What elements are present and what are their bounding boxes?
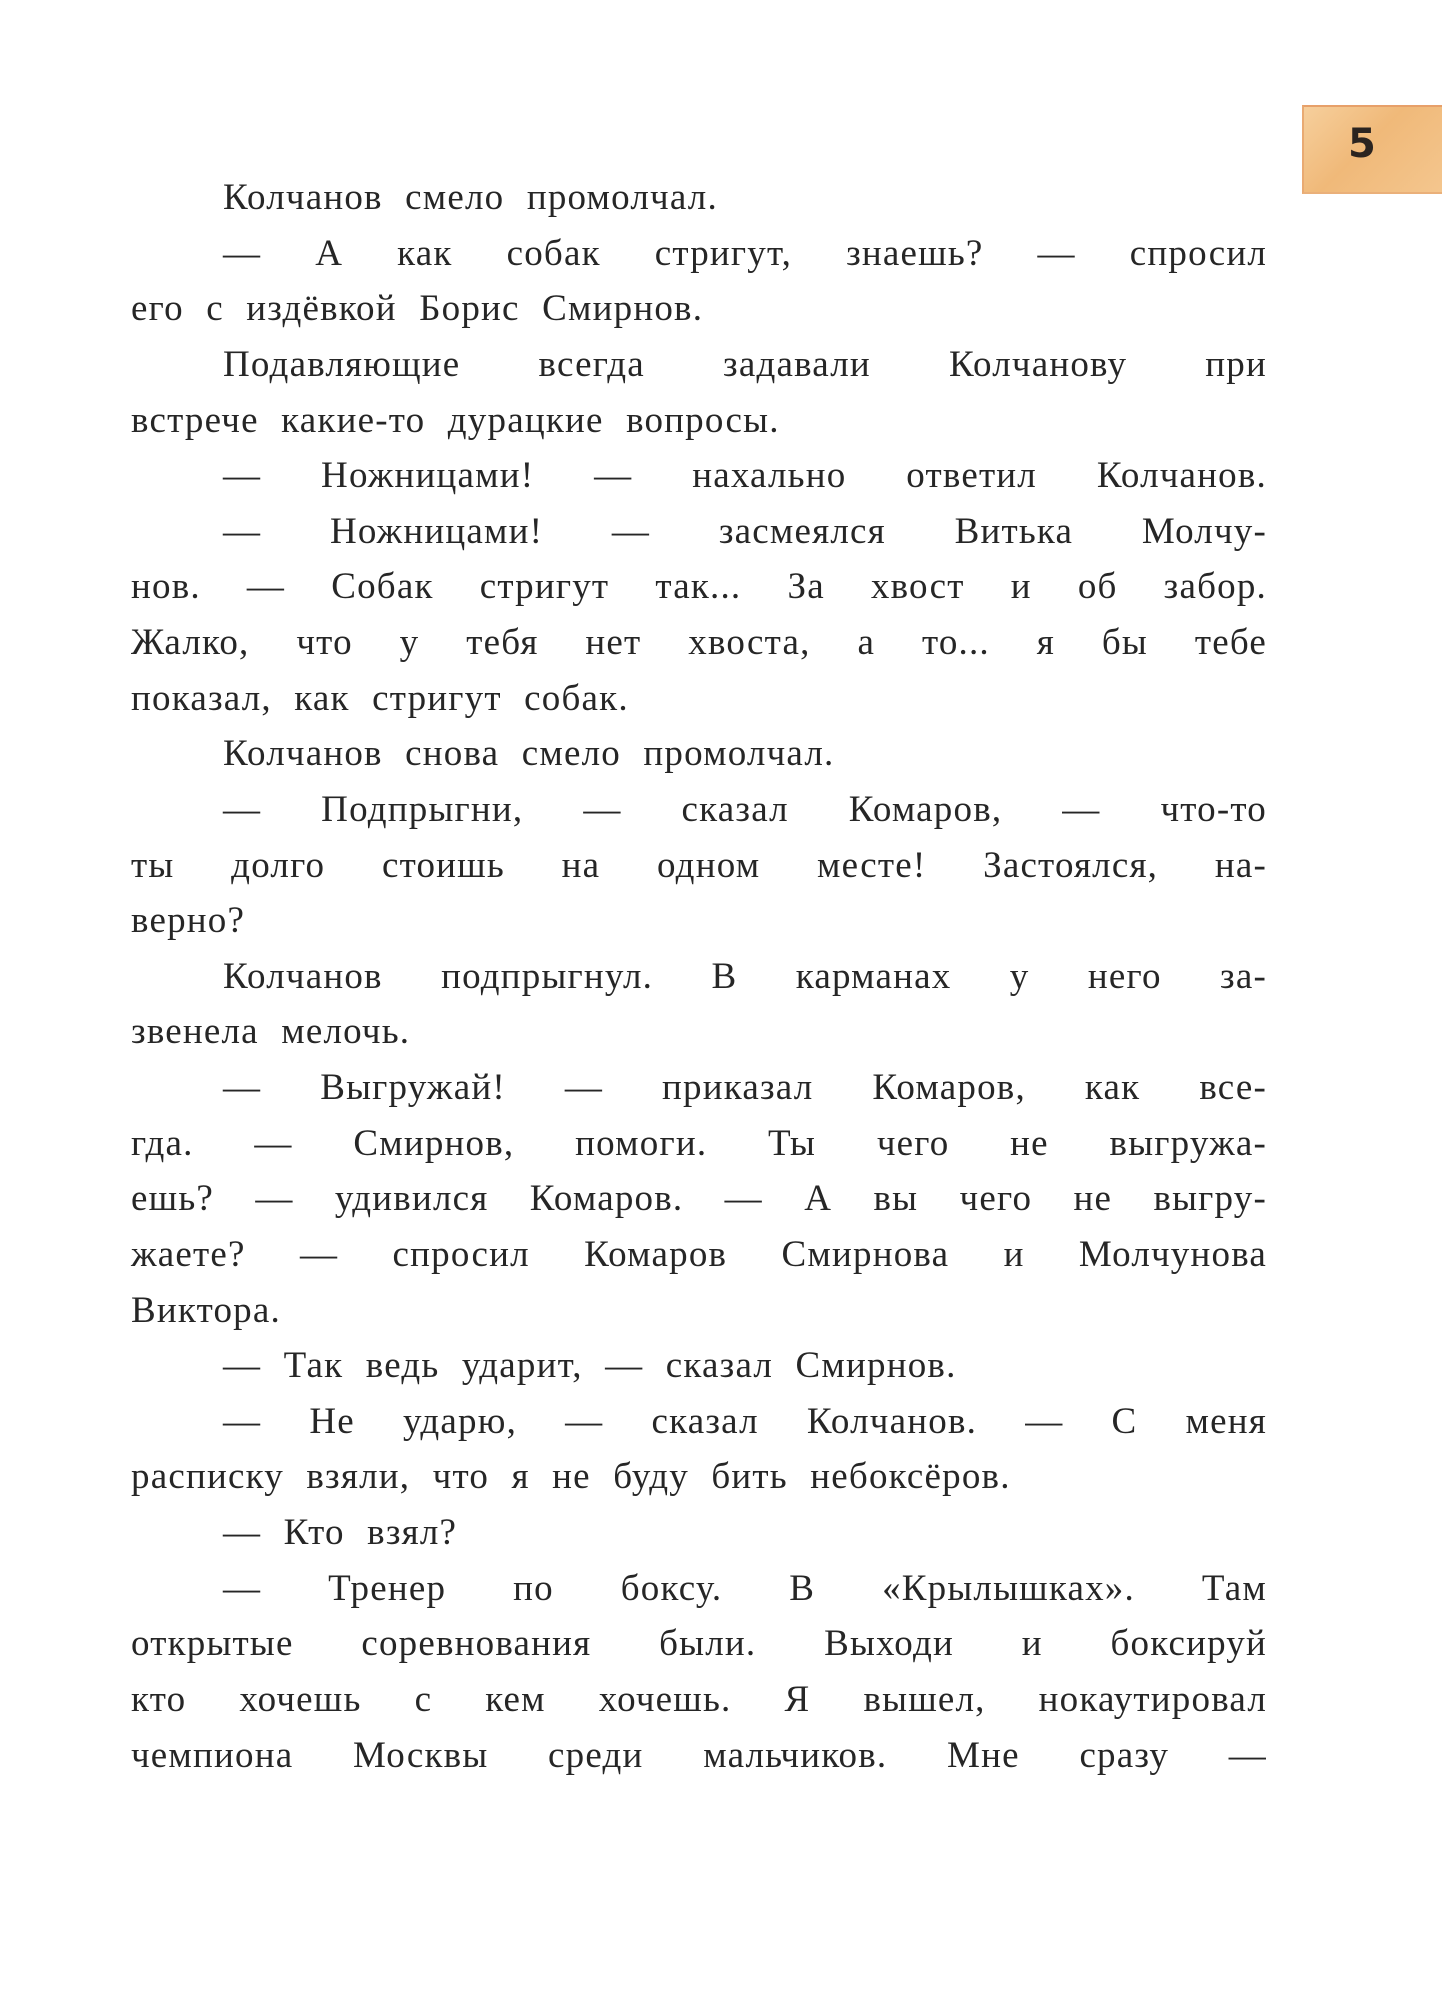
- text-line: — Выгружай! — приказал Комаров, как все-: [223, 1067, 1267, 1108]
- text-line: — Ножницами! — нахально ответил Колчанов.: [223, 455, 1267, 497]
- text-line: ешь? — удивился Комаров. — А вы чего не выгру-: [131, 1178, 1267, 1220]
- text-line: нов. — Собак стригут так... За хвост и об забор.: [131, 566, 1267, 608]
- text-line: — Ножницами! — засмеялся Витька Молчу-: [223, 510, 1267, 552]
- text-line: Жалко, что у тебя нет хвоста, а то... я бы тебе: [131, 622, 1267, 663]
- text-line: Подавляющие всегда задавали Колчанову при: [223, 343, 1267, 385]
- text-line: — Не ударю, — сказал Колчанов. — С меня: [223, 1400, 1267, 1442]
- book-text: [131, 170, 1267, 1783]
- page-number: 5: [1348, 121, 1376, 167]
- text-line: — Кто взял?: [223, 1512, 458, 1553]
- text-line: чемпиона Москвы среди мальчиков. Мне сразу —: [131, 1734, 1267, 1776]
- text-line: — Так ведь ударит, — сказал Смирнов.: [223, 1345, 957, 1387]
- text-line: Виктора.: [131, 1289, 281, 1331]
- text-line: ты долго стоишь на одном месте! Застоялся, на-: [131, 844, 1267, 886]
- text-line: — Подпрыгни, — сказал Комаров, — что-то: [223, 788, 1267, 830]
- text-line: Колчанов снова смело промолчал.: [223, 733, 835, 775]
- text-line: кто хочешь с кем хочешь. Я вышел, нокаутировал: [131, 1678, 1267, 1720]
- text-line: встрече какие-то дурацкие вопросы.: [131, 399, 780, 441]
- text-line: Колчанов смело промолчал.: [223, 177, 718, 218]
- text-line: жаете? — спросил Комаров Смирнова и Молчунова: [131, 1233, 1267, 1275]
- text-line: расписку взяли, что я не буду бить небоксёров.: [131, 1456, 1011, 1498]
- text-line: — А как собак стригут, знаешь? — спросил: [223, 232, 1267, 274]
- text-line: Колчанов подпрыгнул. В карманах у него за-: [223, 955, 1267, 997]
- text-line: — Тренер по боксу. В «Крылышках». Там: [223, 1567, 1267, 1609]
- text-line: его с издёвкой Борис Смирнов.: [131, 288, 704, 330]
- text-line: звенела мелочь.: [131, 1011, 411, 1053]
- text-line: гда. — Смирнов, помоги. Ты чего не выгружа-: [131, 1122, 1267, 1164]
- page-number-tab: [1302, 105, 1442, 194]
- text-line: верно?: [131, 900, 246, 942]
- text-line: показал, как стригут собак.: [131, 677, 629, 719]
- text-line: открытые соревнования были. Выходи и боксируй: [131, 1623, 1267, 1665]
